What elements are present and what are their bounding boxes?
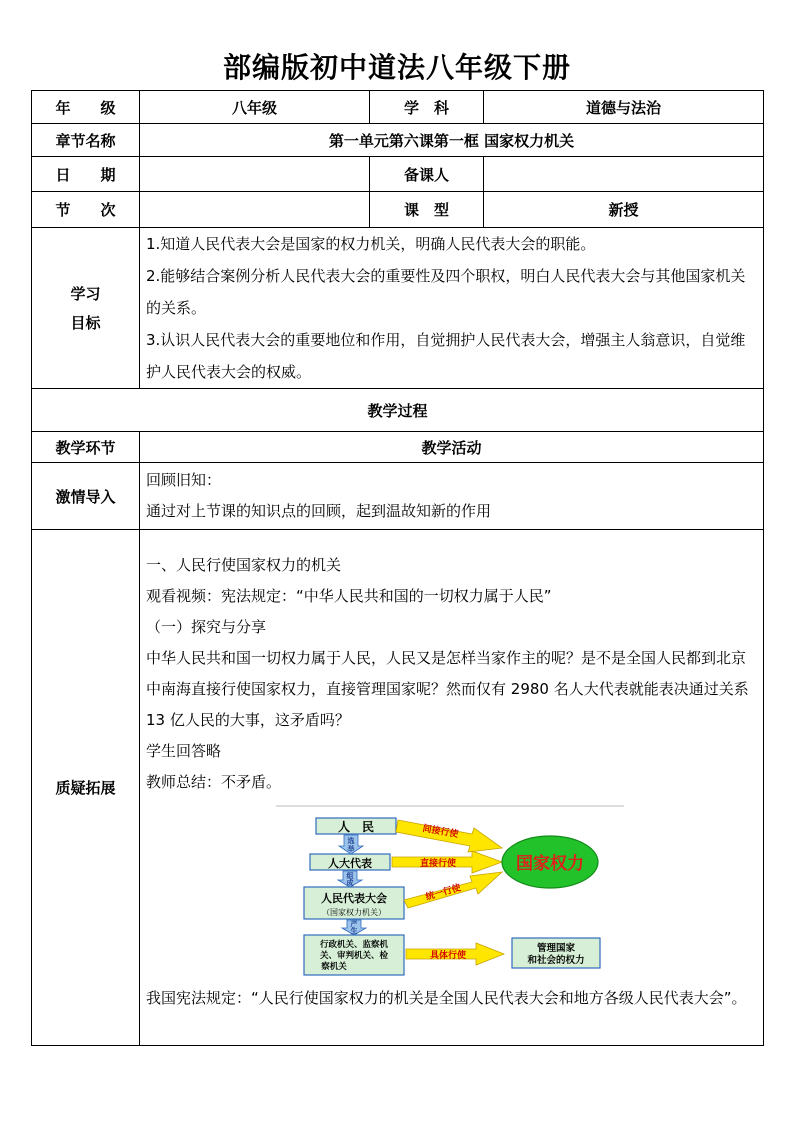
congress-text: 人民代表大会 [321,893,387,905]
organs-text-1: 行政机关、监察机 [319,939,389,949]
grade-value: 八年级 [140,91,370,124]
indirect-text: 间接行使 [421,822,460,840]
intro-activity [140,463,764,530]
process-title: 教学过程 [32,389,764,432]
power-diagram [276,804,636,979]
expand-stage: 质疑拓展 [32,530,140,1046]
people-text: 人 民 [337,820,375,834]
direct-text: 直接行使 [419,858,457,868]
state-power-text: 国家权力 [516,854,584,873]
grade-label: 年 级 [32,91,140,124]
congress-note: （国家权力机关） [322,908,386,917]
chapter-label: 章节名称 [32,124,140,157]
col-activity-header: 教学活动 [140,432,764,463]
lesson-type-value: 新授 [484,192,764,228]
chapter-value: 第一单元第六课第一框 国家权力机关 [140,124,764,157]
unified-text: 统一行使 [424,882,462,902]
produce-char-2: 生 [350,928,358,935]
expand-closing: 我国宪法规定：“人民行使国家权力的机关是全国人民代表大会和地方各级人民代表大会”。 [146,989,747,1007]
expand-activity [140,530,764,1046]
date-value [140,157,370,192]
expand-line: （一）探究与分享 [146,618,267,636]
elect-char-2: 举 [347,846,355,853]
expand-line: 学生回答略 [146,742,222,760]
elect-char-1: 选 [347,838,355,845]
organs-text-2: 关、审判机关、检 [319,950,389,960]
objective-item: 1.知道人民代表大会是国家的权力机关，明确人民代表大会的职能。 [146,235,596,253]
date-label: 日 期 [32,157,140,192]
lesson-type-label: 课 型 [370,192,484,228]
expand-line: 观看视频：宪法规定：“中华人民共和国的一切权力属于人民” [146,587,552,605]
objective-item: 2.能够结合案例分析人民代表大会的重要性及四个职权，明白人民代表大会与其他国家机关的关系。 [146,267,746,317]
period-label: 节 次 [32,192,140,228]
form-char-1: 组 [346,873,354,880]
objective-item: 3.认识人民代表大会的重要地位和作用，自觉拥护人民代表大会，增强主人翁意识，自觉维护人民代表大会的权威。 [146,331,746,381]
form-char-2: 成 [346,880,354,887]
subject-label: 学 科 [370,91,484,124]
lesson-plan-table [31,90,764,1046]
period-value [140,192,370,228]
preparer-value [484,157,764,192]
concrete-text: 具体行使 [429,950,467,960]
manage-text-1: 管理国家 [536,943,576,954]
intro-stage: 激情导入 [32,463,140,530]
expand-line: 教师总结：不矛盾。 [146,773,282,791]
preparer-label: 备课人 [370,157,484,192]
reps-text: 人大代表 [328,858,372,870]
intro-line: 回顾旧知： [146,471,222,489]
subject-value: 道德与法治 [484,91,764,124]
power-diagram-svg [276,804,636,979]
objectives-label: 学习 目标 [32,228,140,389]
intro-line: 通过对上节课的知识点的回顾，起到温故知新的作用 [146,502,492,520]
organs-text-3: 察机关 [321,961,347,971]
expand-line: 中华人民共和国一切权力属于人民，人民又是怎样当家作主的呢？是不是全国人民都到北京中南海直接行使国家权力，直接管理国家呢？然而仅有 2980 名人大代表就能表决通过关系 13 亿人民的大事，这矛盾吗？ [146,649,749,729]
expand-line: 一、人民行使国家权力的机关 [146,556,342,574]
page-title: 部编版初中道法八年级下册 [222,51,571,84]
objectives-content [140,228,764,389]
produce-char-1: 产 [350,921,358,928]
col-stage-header: 教学环节 [32,432,140,463]
manage-text-2: 和社会的权力 [527,955,585,966]
